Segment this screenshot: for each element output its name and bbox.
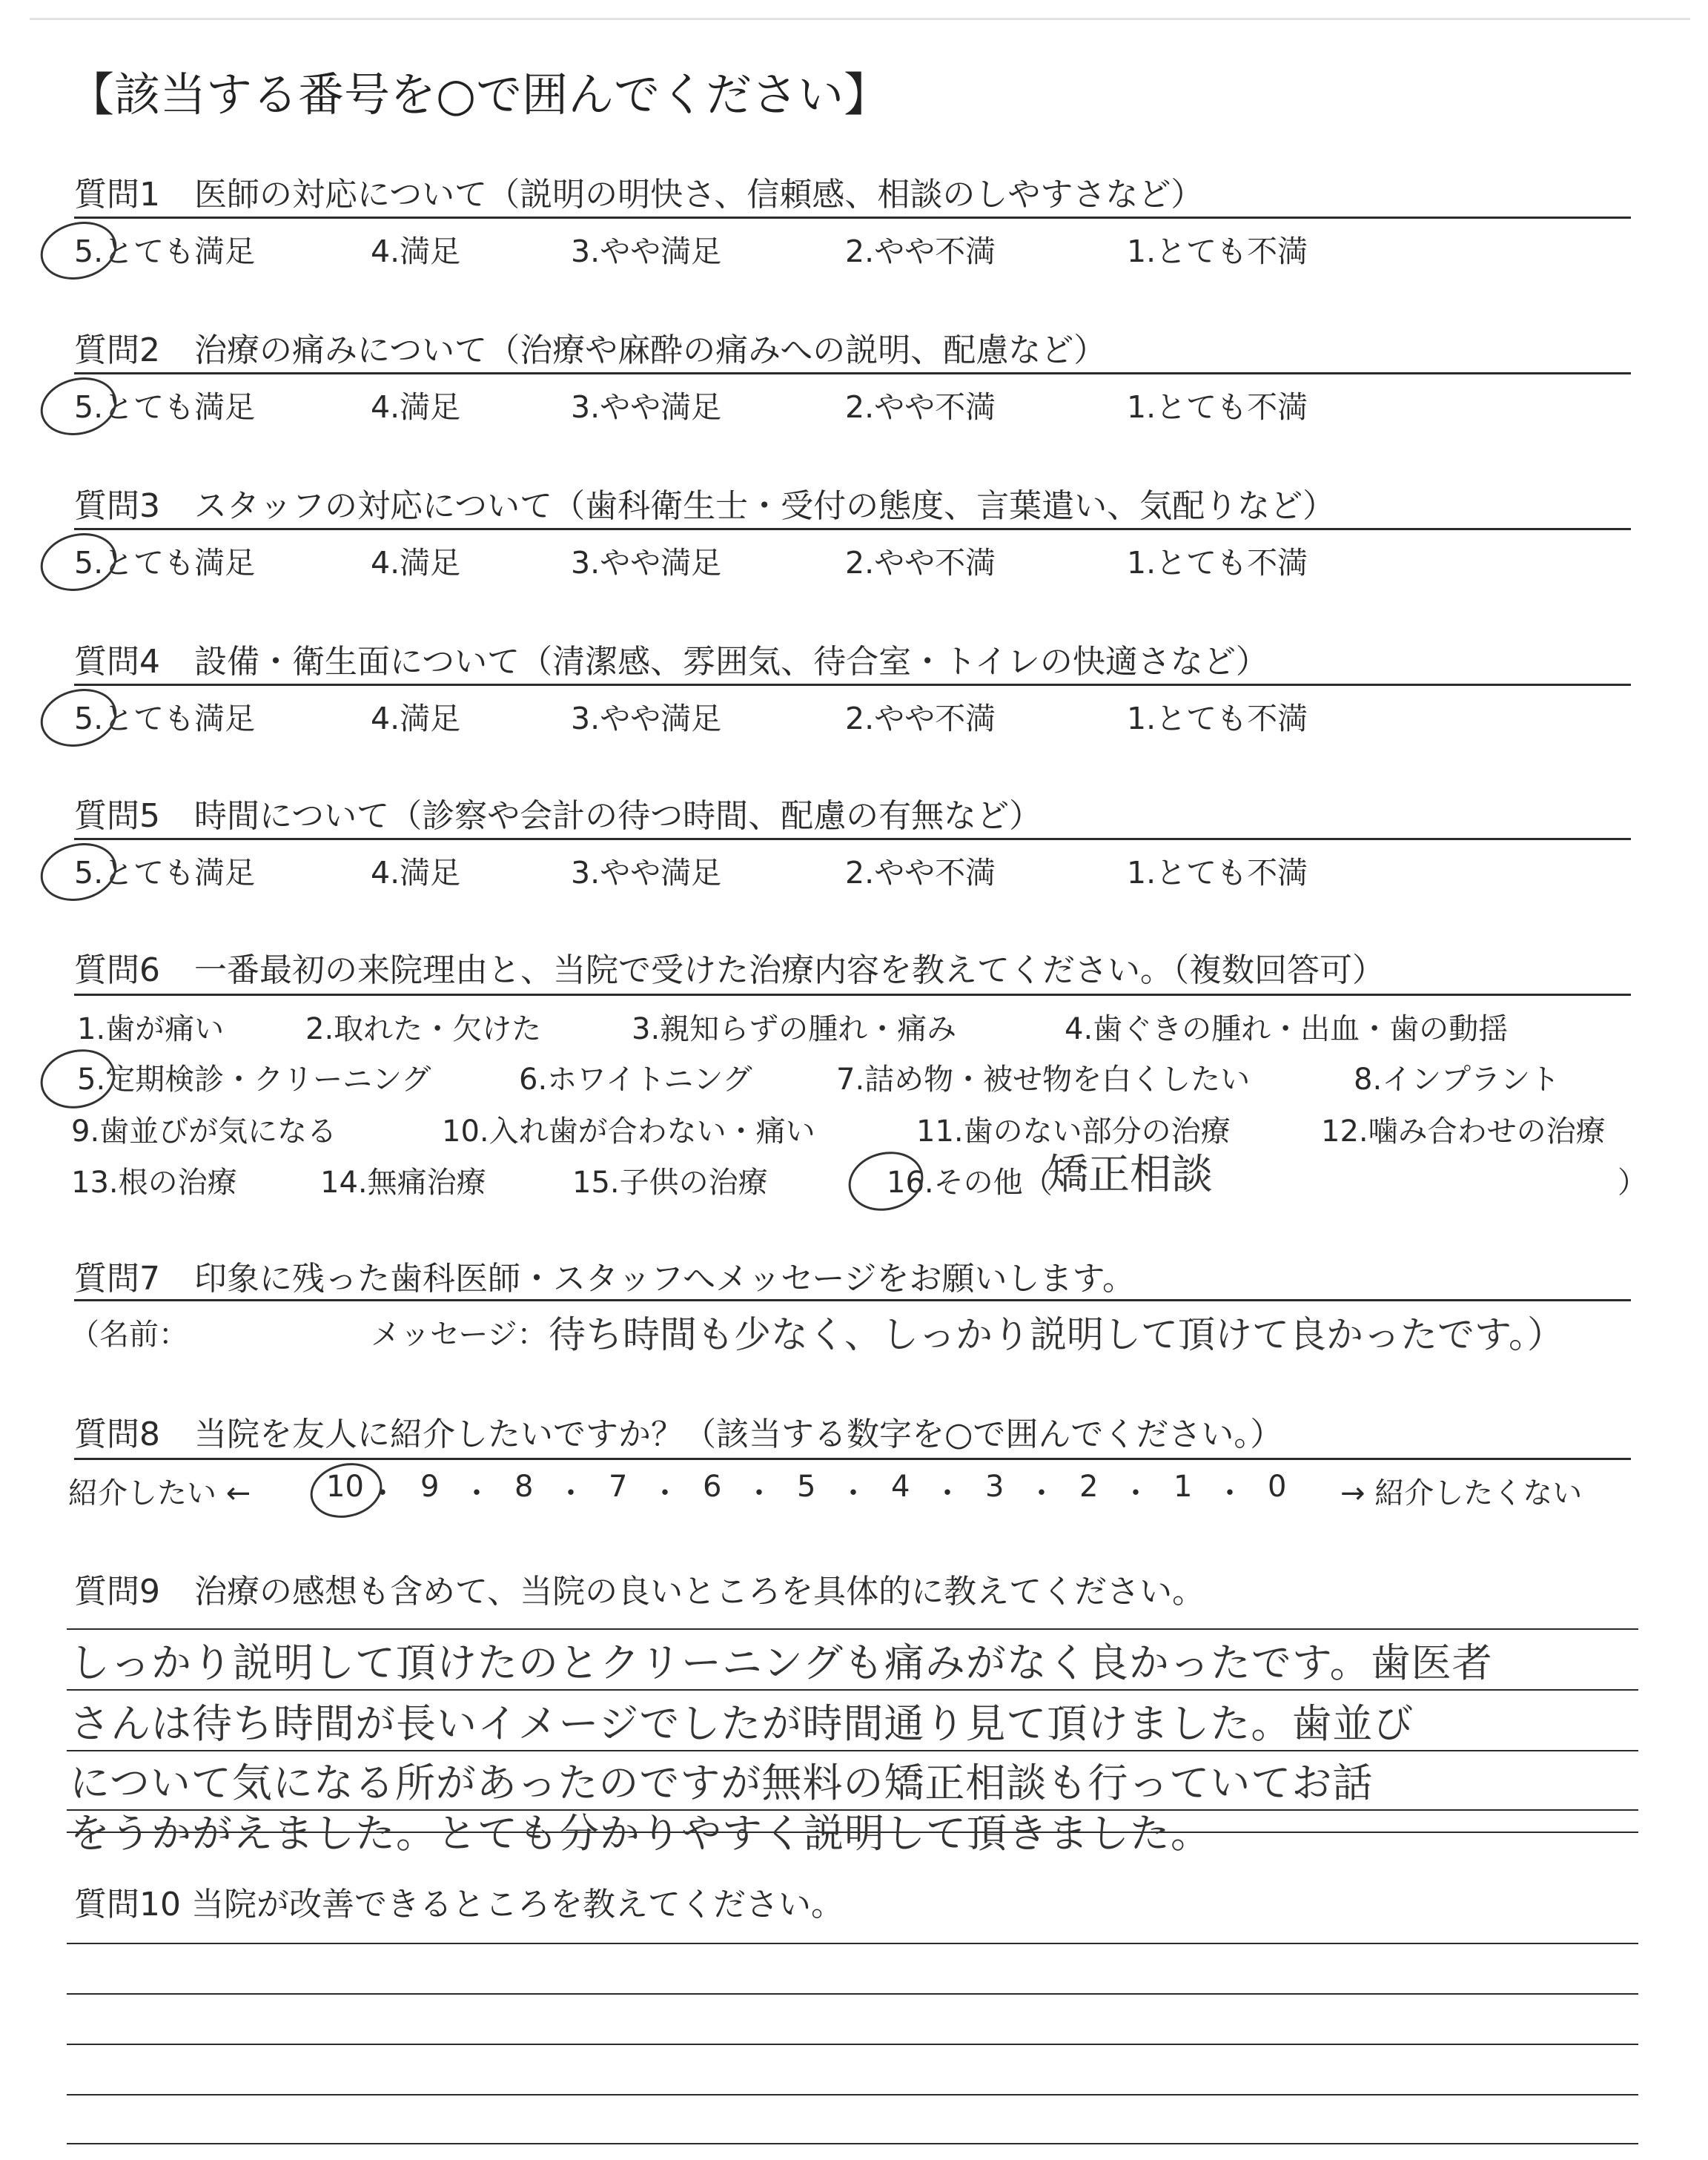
q8-score[interactable]: 10 [326, 1470, 364, 1504]
q4-rule [74, 684, 1631, 686]
q3-heading [74, 479, 1335, 526]
q7-message-label: メッセージ： [371, 1318, 547, 1352]
q8-separator: ・ [744, 1476, 774, 1510]
q6-option[interactable]: 9.歯並びが気になる [71, 1114, 337, 1149]
q4-heading [74, 635, 1268, 682]
q2-options [74, 383, 1631, 427]
q9-line [67, 1628, 1638, 1630]
rating-option[interactable]: 1.とても不満 [1127, 701, 1308, 736]
q9-text: 治療の感想も含めて、当院の良いところを具体的に教えてください。 [194, 1573, 1205, 1611]
q1-number: 質問1 [74, 176, 160, 214]
q6-other-handwritten: 矯正相談 [1047, 1151, 1213, 1199]
q6-option[interactable]: 16.その他（ [887, 1166, 1053, 1200]
rating-option[interactable]: 4.満足 [371, 545, 461, 581]
q10-line [67, 1943, 1638, 1944]
q8-separator: ・ [1121, 1476, 1151, 1510]
q7-message-handwritten: 待ち時間も少なく、しっかり説明して頂けて良かったです。） [549, 1313, 1564, 1356]
q6-heading [74, 943, 1385, 991]
rating-option[interactable]: 4.満足 [371, 855, 461, 891]
rating-option[interactable]: 3.やや満足 [571, 701, 722, 736]
q6-option[interactable]: 10.入れ歯が合わない・痛い [442, 1114, 815, 1149]
q10-line [67, 2143, 1638, 2144]
q3-text: スタッフの対応について（歯科衛生士・受付の態度、言葉遣い、気配りなど） [194, 487, 1336, 525]
q7-text: 印象に残った歯科医師・スタッフへメッセージをお願いします。 [194, 1260, 1135, 1298]
q10-line [67, 1993, 1638, 1995]
q8-separator: ・ [933, 1476, 962, 1510]
q8-score[interactable]: 3 [985, 1470, 1004, 1504]
rating-option[interactable]: 3.やや満足 [571, 389, 722, 425]
q8-left-label: 紹介したい ← [68, 1476, 251, 1510]
q5-options [74, 848, 1631, 893]
rating-option[interactable]: 2.やや不満 [845, 701, 996, 736]
rating-option[interactable]: 4.満足 [371, 389, 461, 425]
q5-text: 時間について（診察や会計の待つ時間、配慮の有無など） [194, 797, 1042, 835]
q3-rule [74, 528, 1631, 530]
q3-options [74, 538, 1631, 583]
q2-number: 質問2 [74, 331, 160, 369]
q8-separator: ・ [1027, 1476, 1056, 1510]
q1-heading [74, 168, 1203, 215]
q6-option[interactable]: 7.詰め物・被せ物を白くしたい [836, 1063, 1251, 1097]
q7-number: 質問7 [74, 1260, 160, 1298]
hand-drawn-circle [34, 214, 122, 288]
q8-separator: ・ [650, 1476, 680, 1510]
q6-option[interactable]: 4.歯ぐきの腫れ・出血・歯の動揺 [1065, 1012, 1509, 1046]
q6-option[interactable]: 8.インプラント [1354, 1063, 1560, 1097]
hand-drawn-circle [34, 370, 122, 443]
q2-text: 治療の痛みについて（治療や麻酔の痛みへの説明、配慮など） [194, 331, 1107, 369]
q8-score[interactable]: 6 [703, 1470, 722, 1504]
q6-option[interactable]: 14.無痛治療 [320, 1166, 486, 1200]
hand-drawn-circle [34, 836, 122, 909]
q7-name-label: （名前： [70, 1318, 188, 1352]
q10-line [67, 2044, 1638, 2045]
q8-score[interactable]: 1 [1174, 1470, 1193, 1504]
q1-rule [74, 217, 1631, 219]
q8-heading [74, 1407, 1282, 1455]
q6-option[interactable]: 3.親知らずの腫れ・痛み [632, 1012, 957, 1046]
q8-number: 質問8 [74, 1416, 160, 1453]
q1-text: 医師の対応について（説明の明快さ、信頼感、相談のしやすさなど） [194, 176, 1204, 214]
q8-right-label: → 紹介したくない [1340, 1476, 1583, 1510]
rating-option[interactable]: 4.満足 [371, 701, 461, 736]
rating-option[interactable]: 3.やや満足 [571, 545, 722, 581]
q5-heading [74, 789, 1042, 836]
rating-option[interactable]: 1.とても不満 [1127, 545, 1308, 581]
rating-option[interactable]: 1.とても不満 [1127, 234, 1308, 269]
q9-answer-line-2: さんは待ち時間が長いイメージでしたが時間通り見て頂けました。歯並び [70, 1700, 1414, 1747]
rating-option[interactable]: 4.満足 [371, 234, 461, 269]
q3-number: 質問3 [74, 487, 160, 525]
q6-option[interactable]: 13.根の治療 [71, 1166, 237, 1200]
q10-text: 当院が改善できるところを教えてください。 [191, 1886, 844, 1923]
rating-option[interactable]: 1.とても不満 [1127, 389, 1308, 425]
q8-score[interactable]: 7 [609, 1470, 628, 1504]
rating-option[interactable]: 5.とても満足 [74, 389, 256, 425]
q6-option[interactable]: 6.ホワイトニング [519, 1063, 752, 1097]
q10-number: 質問10 [74, 1886, 181, 1923]
rating-option[interactable]: 2.やや不満 [845, 389, 996, 425]
q5-number: 質問5 [74, 797, 160, 835]
q2-rule [74, 372, 1631, 374]
q1-options [74, 227, 1631, 271]
q7-rule [74, 1299, 1631, 1301]
rating-option[interactable]: 2.やや不満 [845, 545, 996, 581]
q4-options [74, 694, 1631, 739]
hand-drawn-circle [34, 681, 122, 755]
rating-option[interactable]: 5.とても満足 [74, 701, 256, 736]
rating-option[interactable]: 3.やや満足 [571, 855, 722, 891]
q8-separator: ・ [368, 1476, 397, 1510]
q6-close-paren: ） [1618, 1166, 1647, 1200]
q6-rule [74, 994, 1631, 996]
hand-drawn-circle [34, 1042, 122, 1116]
q8-score[interactable]: 8 [514, 1470, 534, 1504]
q6-option[interactable]: 11.歯のない部分の治療 [916, 1114, 1231, 1149]
q8-score[interactable]: 0 [1268, 1470, 1287, 1504]
q8-separator: ・ [556, 1476, 586, 1510]
q8-rule [74, 1458, 1631, 1460]
q2-heading [74, 323, 1106, 371]
q9-number: 質問9 [74, 1573, 160, 1611]
rating-option[interactable]: 5.とても満足 [74, 855, 256, 891]
q6-number: 質問6 [74, 951, 160, 989]
q6-option[interactable]: 1.歯が痛い [77, 1012, 225, 1046]
q7-heading [74, 1252, 1135, 1299]
rating-option[interactable]: 5.とても満足 [74, 545, 256, 581]
q8-score[interactable]: 5 [797, 1470, 816, 1504]
rating-option[interactable]: 1.とても不満 [1127, 855, 1308, 891]
q9-answer-line-3: について気になる所があったのですが無料の矯正相談も行っていてお話 [70, 1760, 1374, 1806]
q8-score[interactable]: 4 [891, 1470, 910, 1504]
form-title: 【該当する番号を○で囲んでください】 [68, 67, 890, 122]
rating-option[interactable]: 2.やや不満 [845, 855, 996, 891]
hand-drawn-circle [842, 1144, 930, 1218]
q9-heading [74, 1565, 1205, 1612]
q8-score[interactable]: 2 [1079, 1470, 1099, 1504]
q8-score[interactable]: 9 [420, 1470, 440, 1504]
q8-separator: ・ [462, 1476, 491, 1510]
q6-option[interactable]: 15.子供の治療 [572, 1166, 768, 1200]
q6-text: 一番最初の来院理由と、当院で受けた治療内容を教えてください。（複数回答可） [194, 951, 1385, 989]
q9-answer-line-4: をうかがえました。とても分かりやすく説明して頂きました。 [70, 1810, 1211, 1857]
q4-number: 質問4 [74, 643, 160, 681]
q8-separator: ・ [1215, 1476, 1245, 1510]
q6-option[interactable]: 2.取れた・欠けた [305, 1012, 542, 1046]
q5-rule [74, 838, 1631, 840]
hand-drawn-circle [305, 1456, 388, 1525]
q9-line [67, 1689, 1638, 1691]
rating-option[interactable]: 2.やや不満 [845, 234, 996, 269]
rating-option[interactable]: 3.やや満足 [571, 234, 722, 269]
hand-drawn-circle [34, 526, 122, 599]
q10-line [67, 2094, 1638, 2095]
q8-text: 当院を友人に紹介したいですか？（該当する数字を○で囲んでください。） [194, 1416, 1283, 1453]
q6-option[interactable]: 5.定期検診・クリーニング [77, 1063, 431, 1097]
page-top-border [30, 18, 1690, 20]
q8-separator: ・ [838, 1476, 868, 1510]
q4-text: 設備・衛生面について（清潔感、雰囲気、待合室・トイレの快適さなど） [194, 643, 1268, 681]
q9-answer-line-1: しっかり説明して頂けたのとクリーニングも痛みがなく良かったです。歯医者 [70, 1639, 1493, 1686]
q6-option[interactable]: 12.噛み合わせの治療 [1321, 1114, 1606, 1149]
rating-option[interactable]: 5.とても満足 [74, 234, 256, 269]
q10-heading [74, 1877, 844, 1925]
